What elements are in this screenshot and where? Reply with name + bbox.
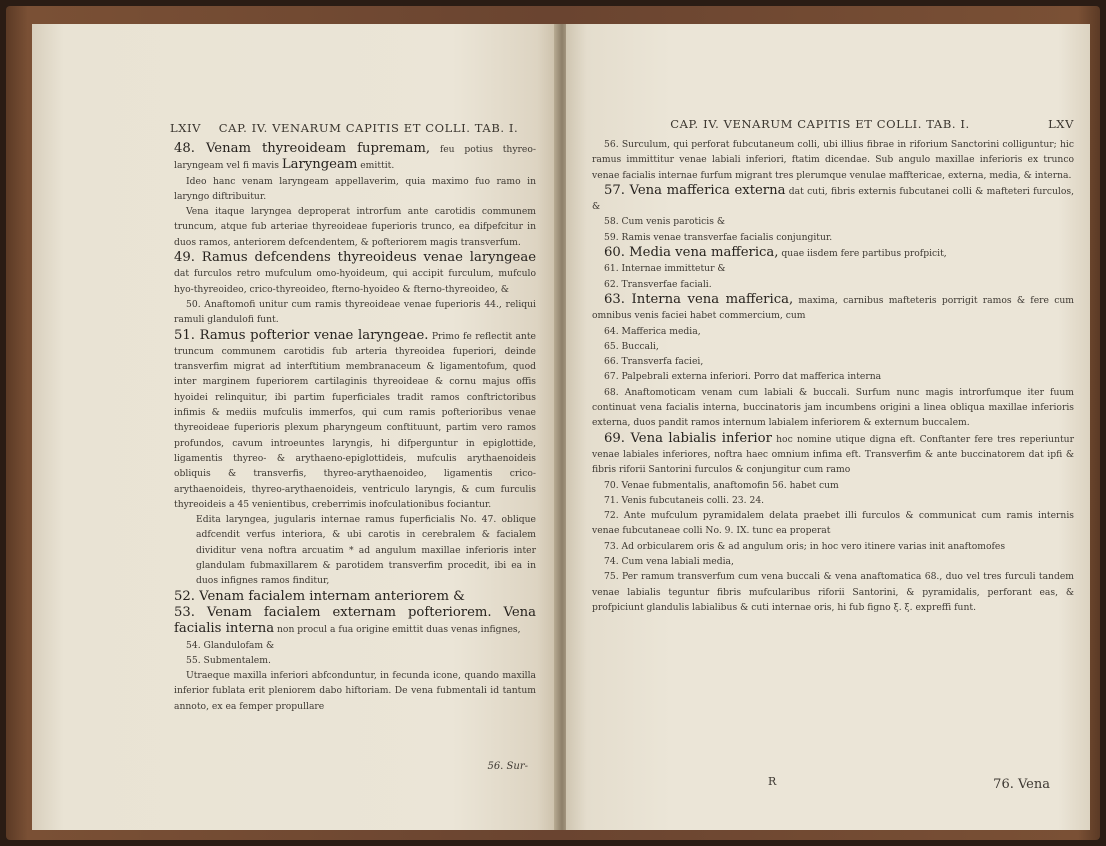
para-lead: 51. Ramus pofterior venae laryngeae. xyxy=(174,327,429,343)
paragraph-67: 67. Palpebrali externa inferiori. Porro dat mafferica interna xyxy=(604,371,882,383)
paragraph-73: 73. Ad orbicularem oris & ad angulum oris; in hoc vero itinere varias init anaftomofes xyxy=(604,540,1006,552)
paragraph-49 xyxy=(174,250,536,297)
left-page-number: LXIV xyxy=(170,121,202,135)
paragraph-66: 66. Transverfa faciei, xyxy=(604,356,704,368)
paragraph-62: 62. Transverfae faciali. xyxy=(604,278,712,290)
para-lead: 63. Interna vena mafferica, xyxy=(604,291,794,307)
book-spread xyxy=(6,6,1100,840)
paragraph-ideo: Ideo hanc venam laryngeam appellaverim, quia maximo fuo ramo in laryngo diftribuitur. xyxy=(174,175,536,202)
right-running-head: CAP. IV. VENARUM CAPITIS ET COLLI. TAB. I. xyxy=(670,117,970,131)
para-lead: 53. Venam facialem externam pofteriorem. Vena facialis interna xyxy=(174,604,536,637)
paragraph-58: 58. Cum venis paroticis & xyxy=(604,216,726,228)
paragraph-60 xyxy=(592,245,1074,261)
right-page xyxy=(566,24,1090,830)
para-lead: 48. Venam thyreoideam fupremam, xyxy=(174,141,431,156)
paragraph-71: 71. Venis fubcutaneis colli. 23. 24. xyxy=(604,494,765,506)
paragraph-vena-itaque: Vena itaque laryngea deproperat introrfum ante carotidis communem truncum, atque fub arteriae thyreoideae fuperioris trunco, ea difpefcitur in duos ramos, anteriorem defcendentem, & pofteriorem magis transverfum. xyxy=(174,206,536,248)
para-lead: 49. Ramus defcendens thyreoideus venae laryngeae xyxy=(174,250,536,266)
paragraph-63 xyxy=(592,292,1074,324)
paragraph-69 xyxy=(592,431,1074,478)
paragraph-57 xyxy=(592,183,1074,215)
paragraph-52 xyxy=(174,589,536,605)
right-page-header xyxy=(592,116,1074,132)
right-page-body xyxy=(592,137,1074,615)
para-text: dat cuti, fibris externis fubcutanei colli & mafteteri furculos, & xyxy=(592,185,1074,213)
right-page-number: LXV xyxy=(1048,117,1074,131)
para-lead: 57. Vena mafferica externa xyxy=(604,182,786,198)
left-running-head: CAP. IV. VENARUM CAPITIS ET COLLI. TAB. I. xyxy=(218,121,519,135)
left-page-header xyxy=(170,120,536,136)
paragraph-74: 74. Cum vena labiali media, xyxy=(604,556,734,568)
paragraph-68: 68. Anaftomoticam venam cum labiali & buccali. Surfum nunc magis introrfumque iter fuum continuat vena facialis interna, buccinatoris jam incumbens origini a linea obliqua maxillae inferioris externa, duos pandit ramos internum labialem inferiorem & externum buccalem. xyxy=(592,386,1074,429)
para-lead: 69. Vena labialis inferior xyxy=(604,430,772,446)
paragraph-64: 64. Mafferica media, xyxy=(604,325,701,337)
paragraph-65: 65. Buccali, xyxy=(604,340,659,352)
para-text: Primo fe reflectit ante truncum communem carotidis fub arteria thyreoidea fuperiori, deinde transverfim migrat ad interftitium membranaceum & ligamentofum, quod inter marginem fuperiorem cartilaginis thyreoideae & cornu majus offis hyoidei relinquitur, ibi partim fuperficiales tradit ramos conftrictoribus infimis & mediis mufculis immerfos, qui cum ramis pofterioribus venae thyreoideae fuperioris plexum pharyngeum conftituunt, partim vero ramos profundos, cavum introeuntes laryngis, hi difperguntur in epiglottide, ligamentis thyreo- & arythaeno-epiglottideis, mufculis arythaenoideis obliquis & transverfis, thyreo-arythaenoideo, ligamentis crico-arythaenoideis, thyreo-arythaenoideis, ventriculo laryngis, & cum furculis thyreoideis a 45 venientibus, creberrimis inofculationibus fociantur. xyxy=(174,330,536,510)
para-text: feu potius thyreo-laryngeam vel fi mavis xyxy=(174,144,536,172)
para-lead: Laryngeam xyxy=(281,157,358,173)
paragraph-54: 54. Glandulofam & xyxy=(186,639,275,651)
paragraph-70: 70. Venae fubmentalis, anaftomofin 56. habet cum xyxy=(604,479,839,491)
paragraph-55: 55. Submentalem. xyxy=(186,654,271,666)
para-lead: 52. Venam facialem internam anteriorem & xyxy=(174,588,465,604)
paragraph-75: 75. Per ramum transverfum cum vena buccali & vena anaftomatica 68., duo vel tres furculi tandem venae labialis teguntur fibris mufcularibus riforii Santorini, & pyramidalis, perforant eas, & profpiciunt glandulis labialibus & cuti internae oris, hi fub figno ξ. ξ. expreffi funt. xyxy=(592,571,1074,613)
left-catchword: 56. Sur- xyxy=(487,761,528,772)
left-page xyxy=(32,24,558,830)
paragraph-56: 56. Surculum, qui perforat fubcutaneum colli, ubi illius fibrae in riforium Sanctorini colliguntur; hic ramus immittitur venae labiali inferiori, ftatim dicendae. Sub angulo maxillae inferioris ex trunco venae facialis internae furfum migrant tres plerumque venulae mafftericae, externa, media, & interna. xyxy=(592,139,1074,181)
paragraph-61: 61. Internae immittetur & xyxy=(604,263,726,275)
paragraph-utraeque: Utraeque maxilla inferiori abfconduntur, in fecunda icone, quando maxilla inferior fublata erit pleniorem dabo hiftoriam. De vena fubmentali id tantum annoto, ex ea femper propullare xyxy=(174,670,536,712)
paragraph-edita: Edita laryngea, jugularis internae ramus fuperficialis No. 47. oblique adfcendit verfus interiora, & ubi carotis in cerebralem & facialem dividitur vena noftra arcuatim * ad angulum maxillae inferioris inter glandulam fubmaxillarem & parotidem transverfim procedit, ibi ea in duos infignes ramos finditur, xyxy=(196,514,536,587)
paragraph-59: 59. Ramis venae transverfae facialis conjungitur. xyxy=(604,231,833,243)
para-text: hoc nomine utique digna eft. Conftanter fere tres reperiuntur venae labiales inferiores, noftra haec omnium infima eft. Transverfim & ante buccinatorem dat ipfi & fibris riforii Santorini furculos & conjungitur cum ramo xyxy=(592,433,1074,476)
paragraph-53 xyxy=(174,605,536,638)
para-text: dat furculos retro mufculum omo-hyoideum, qui accipit furculum, mufculo hyo-thyreoideo, crico-thyreoideo, fterno-hyoideo & fterno-thyreoideo, & xyxy=(174,268,536,295)
signature-mark: R xyxy=(768,775,777,788)
paragraph-48 xyxy=(174,141,536,174)
para-text: maxima, carnibus mafteteris porrigit ramos & fere cum omnibus venis faciei habet commercium, cum xyxy=(592,294,1074,322)
paragraph-72: 72. Ante mufculum pyramidalem delata praebet illi furculos & communicat cum ramis internis venae fubcutaneae colli No. 9. IX. tunc ea properat xyxy=(592,510,1074,537)
para-text: quae iisdem fere partibus profpicit, xyxy=(778,248,947,260)
left-page-body xyxy=(174,141,536,714)
para-text: emittit. xyxy=(357,160,395,172)
para-text: non procul a fua origine emittit duas venas infignes, xyxy=(274,624,521,636)
paragraph-51 xyxy=(174,328,536,513)
paragraph-50: 50. Anaftomofi unitur cum ramis thyreoideae venae fuperioris 44., reliqui ramuli glandulofi funt. xyxy=(174,298,536,326)
para-lead: 60. Media vena mafferica, xyxy=(604,245,779,261)
right-catchword: 76. Vena xyxy=(993,777,1050,792)
